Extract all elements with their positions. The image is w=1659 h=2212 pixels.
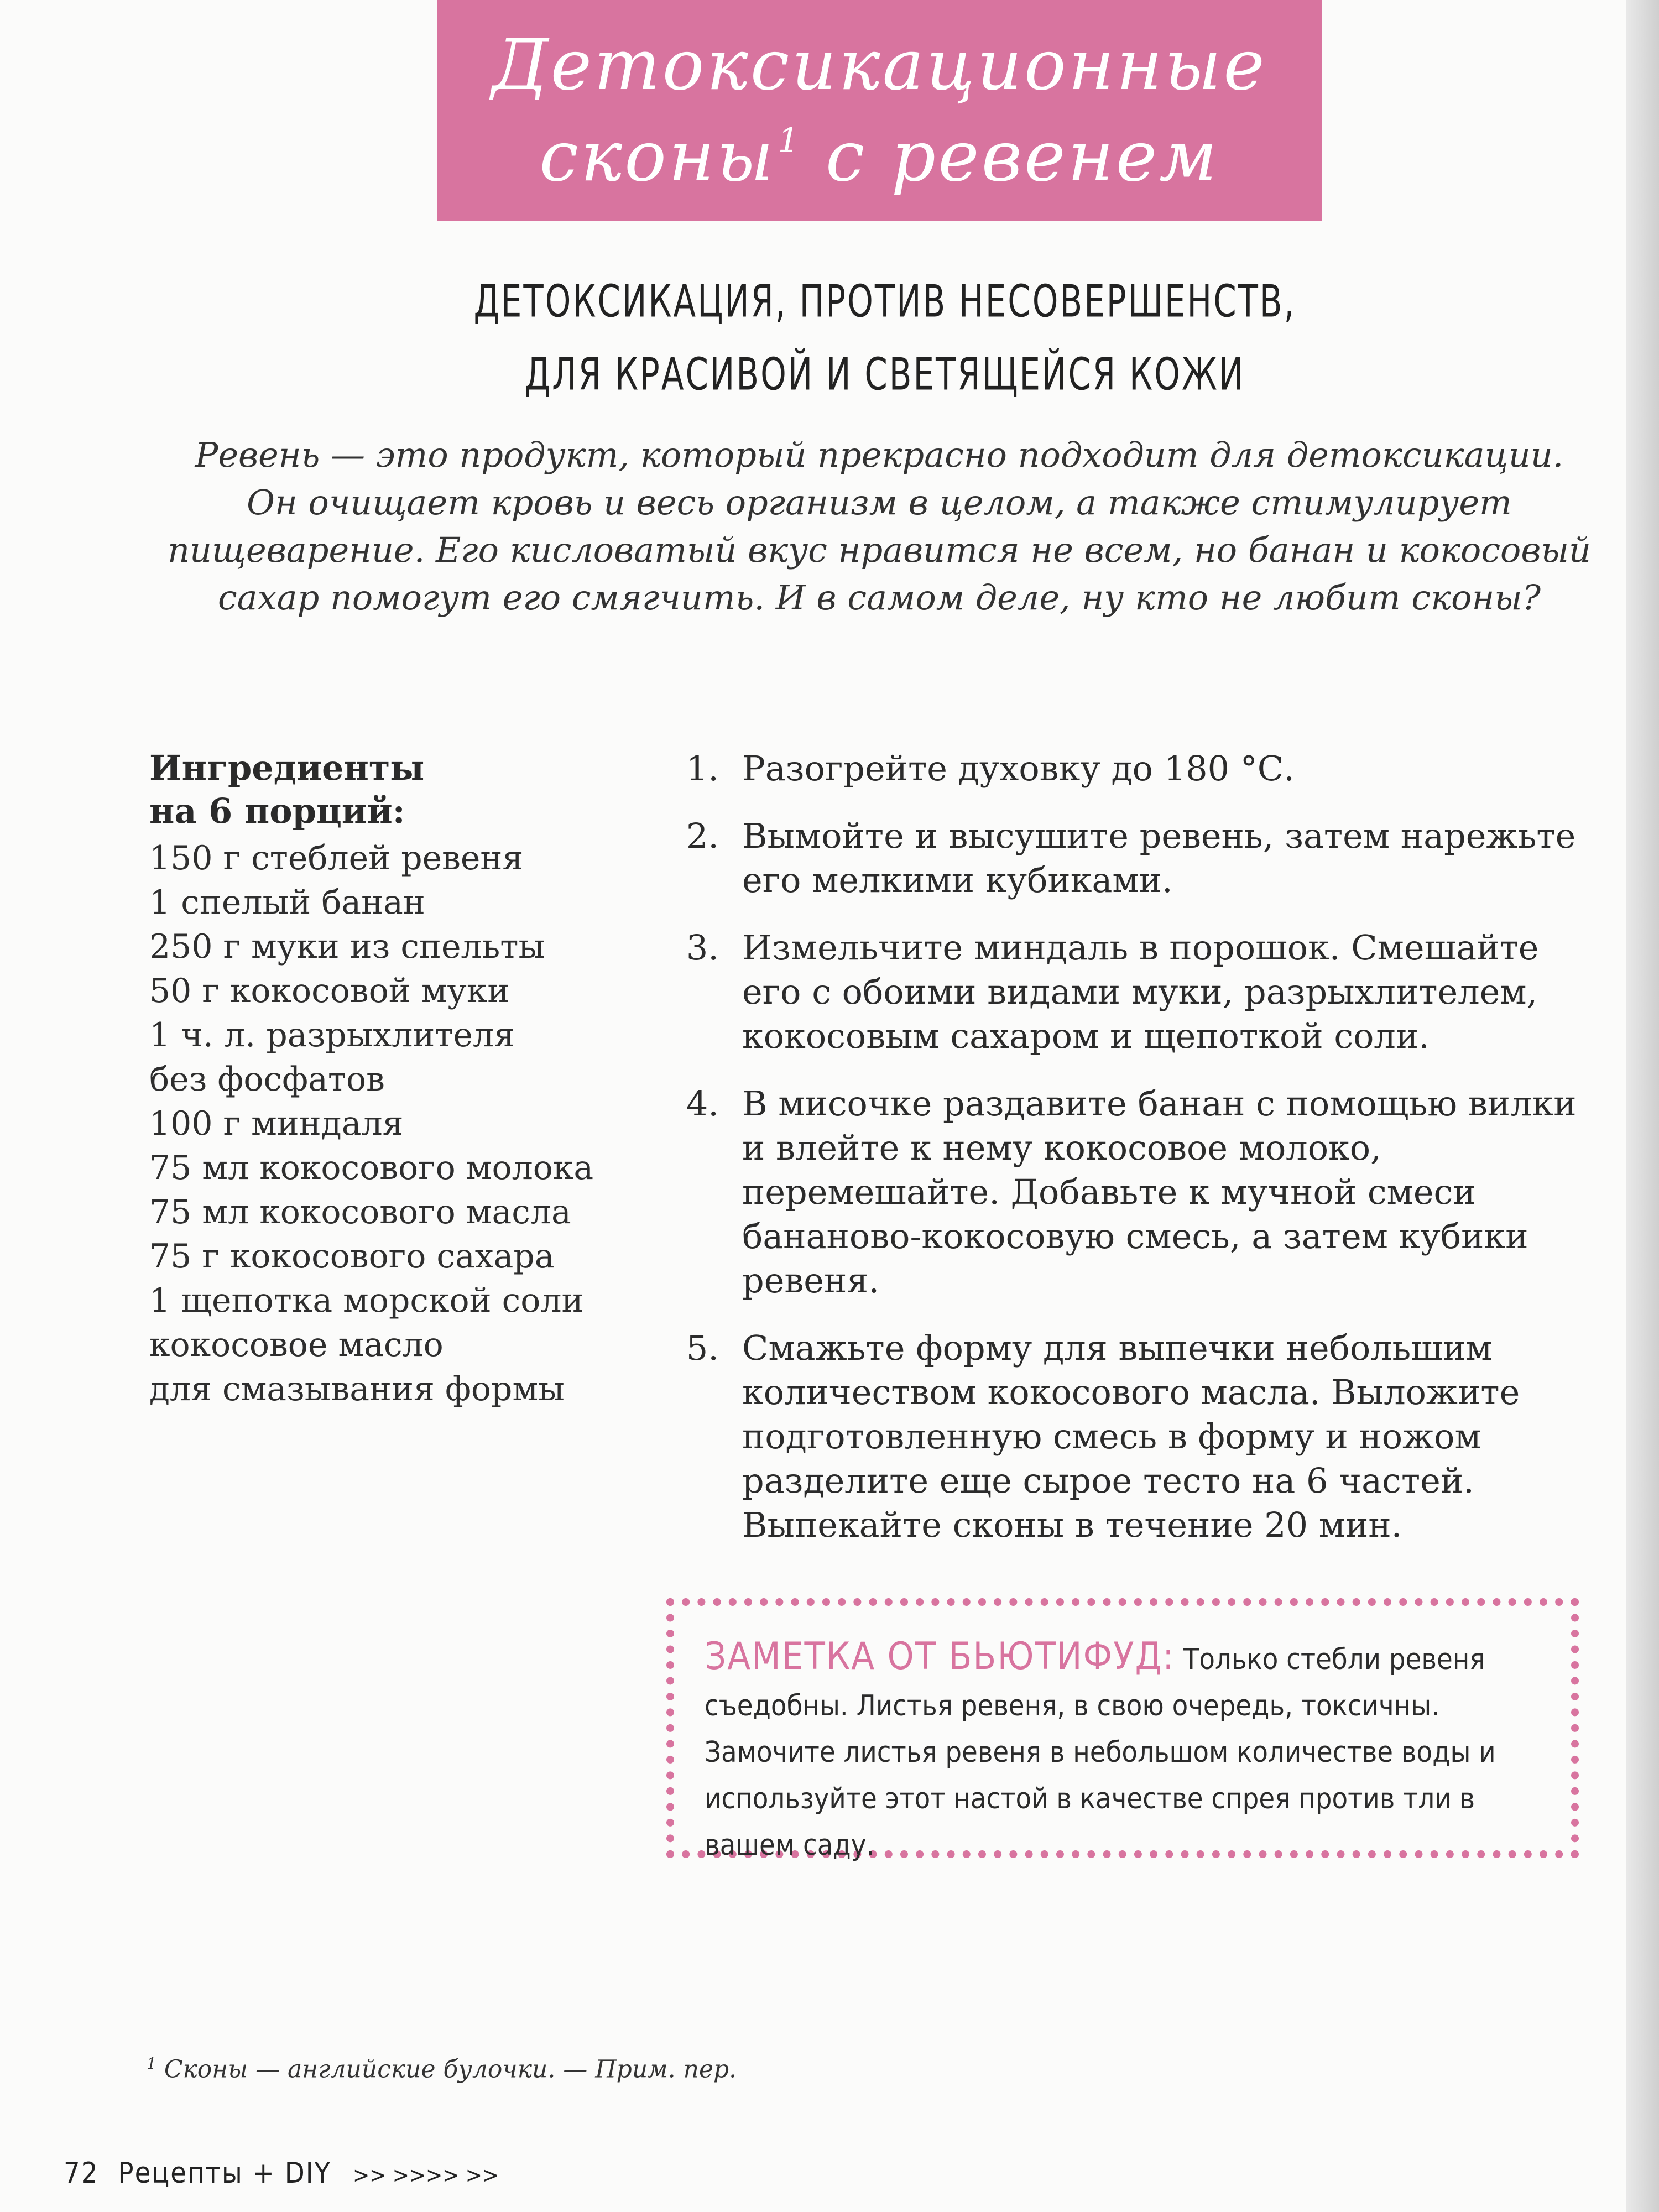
ingredient-item: 75 мл кокосового молока — [149, 1149, 594, 1187]
step-number: 3. — [686, 927, 719, 968]
footnote-mark: 1 — [147, 2054, 156, 2073]
ingredient-item: 250 г муки из спельты — [149, 927, 545, 966]
ingredient-item: 75 г кокосового сахара — [149, 1237, 555, 1276]
step-3 — [664, 926, 1604, 1058]
page-number: 72 — [64, 2157, 99, 2190]
step-5 — [664, 1326, 1604, 1547]
ingredient-item: 75 мл кокосового масла — [149, 1193, 571, 1232]
title-banner — [437, 0, 1322, 221]
step-number: 1. — [686, 748, 719, 789]
ingredient-item: 1 ч. л. разрыхлителя — [149, 1016, 515, 1055]
step-1 — [664, 747, 1604, 791]
intro-line: Он очищает кровь и весь организм в целом, а также стимулирует — [247, 482, 1512, 523]
ingredient-item: без фосфатов — [149, 1060, 385, 1099]
recipe-title-line1: Детоксикационные — [492, 24, 1267, 106]
note-body — [705, 1634, 1549, 1869]
page-edge-shadow — [1626, 0, 1659, 2212]
recipe-title-line2 — [539, 103, 1219, 197]
step-number: 4. — [686, 1083, 719, 1124]
ingredient-item: 100 г миндаля — [149, 1104, 404, 1143]
note-text: Только стебли ревеня съедобны. Листья ревеня, в свою очередь, токсичны. Замочите листья ревеня в небольшом количестве воды и используйте этот настой в качестве спрея против тли в вашем саду. — [705, 1643, 1496, 1862]
subtitle-line1: ДЕТОКСИКАЦИЯ, ПРОТИВ НЕСОВЕРШЕНСТВ, — [473, 275, 1296, 328]
title-word-scones: сконы — [539, 115, 776, 197]
recipe-subtitle — [332, 265, 1438, 411]
intro-line: Ревень — это продукт, который прекрасно подходит для детоксикации. — [195, 435, 1564, 475]
step-4 — [664, 1082, 1604, 1303]
beautyfood-note-box — [666, 1598, 1579, 1862]
ingredients-heading-line1: Ингредиенты — [149, 748, 425, 788]
step-text: Разогрейте духовку до 180 °С. — [742, 748, 1295, 789]
step-text: Смажьте форму для выпечки небольшим количеством кокосового масла. Выложите подготовленную смесь в форму и ножом разделите еще сырое тесто на 6 частей. Выпекайте сконы в течение 20 мин. — [742, 1328, 1520, 1545]
note-label: ЗАМЕТКА ОТ БЬЮТИФУД: — [705, 1635, 1175, 1678]
intro-line: пищеварение. Его кисловатый вкус нравится не всем, но банан и кокосовый — [168, 530, 1591, 570]
step-2 — [664, 814, 1604, 902]
step-text: Измельчите миндаль в порошок. Смешайте его с обоими видами муки, разрыхлителем, кокосовым сахаром и щепоткой соли. — [742, 927, 1539, 1056]
title-rest: с ревенем — [825, 115, 1219, 197]
footnote-mark-title: 1 — [778, 121, 801, 160]
page-footer — [64, 2157, 499, 2190]
ingredient-item: кокосовое масло — [149, 1326, 444, 1364]
step-number: 2. — [686, 816, 719, 856]
chevron-arrows-icon: >> >>>> >> — [352, 2163, 499, 2188]
ingredients-heading-line2: на 6 порций: — [149, 791, 405, 831]
ingredient-item: 50 г кокосовой муки — [149, 972, 510, 1010]
subtitle-line2: ДЛЯ КРАСИВОЙ И СВЕТЯЩЕЙСЯ КОЖИ — [524, 348, 1245, 400]
intro-line: сахар помогут его смягчить. И в самом деле, ну кто не любит сконы? — [217, 577, 1541, 618]
method-steps — [664, 747, 1604, 1571]
ingredient-item: 1 спелый банан — [149, 883, 425, 922]
intro-paragraph — [166, 431, 1593, 622]
ingredient-item: 1 щепотка морской соли — [149, 1281, 584, 1320]
section-name: Рецепты + DIY — [118, 2157, 332, 2190]
footnote-text: Сконы — английские булочки. — Прим. пер. — [164, 2055, 737, 2084]
step-number: 5. — [686, 1328, 719, 1368]
step-text: В мисочке раздавите банан с помощью вилки и влейте к нему кокосовое молоко, перемешайте. Добавьте к мучной смеси бананово-кокосовую смесь, а затем кубики ревеня. — [742, 1083, 1577, 1301]
footnote — [147, 2054, 737, 2084]
ingredients-heading — [149, 747, 647, 833]
ingredients-list — [149, 747, 647, 1411]
ingredient-item: 150 г стеблей ревеня — [149, 839, 524, 878]
step-text: Вымойте и высушите ревень, затем нарежьте его мелкими кубиками. — [742, 816, 1576, 900]
ingredient-item: для смазывания формы — [149, 1370, 565, 1408]
